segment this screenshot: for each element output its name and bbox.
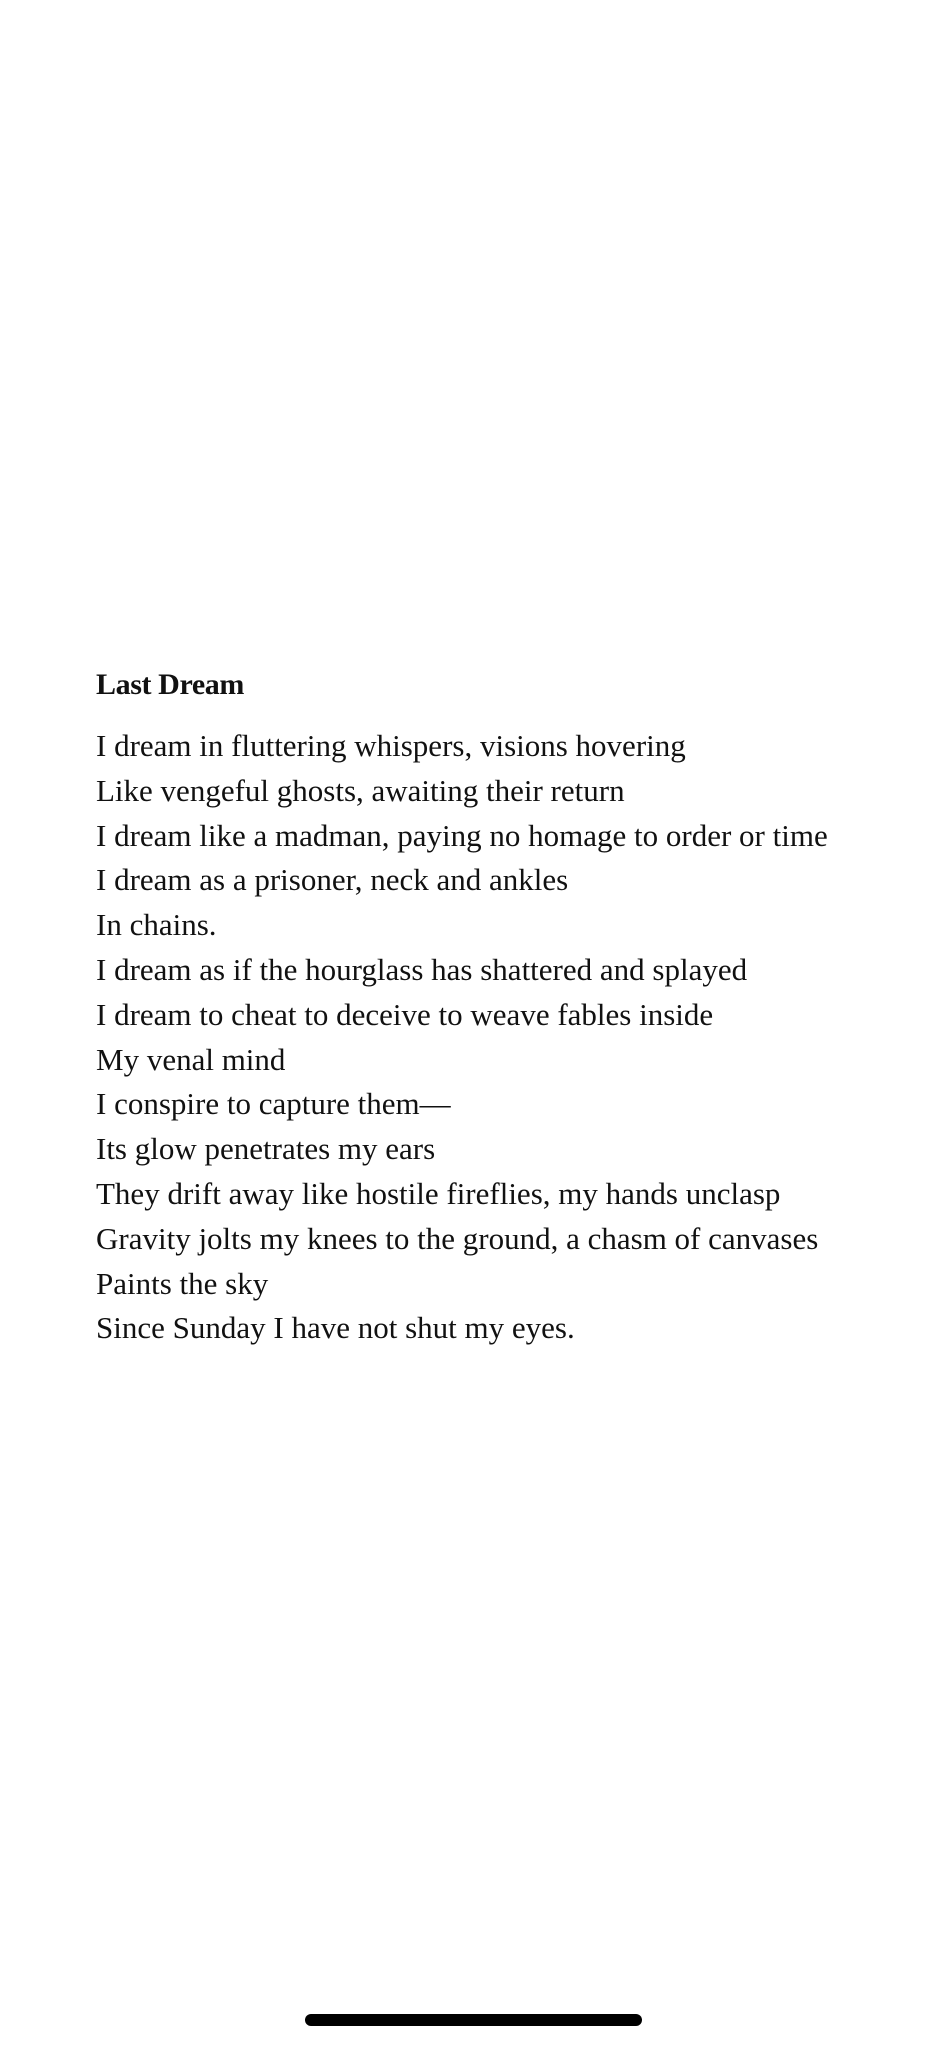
poem-line: I dream in fluttering whispers, visions hovering <box>96 728 686 763</box>
poem-line: Gravity jolts my knees to the ground, a chasm of canvases <box>96 1220 819 1256</box>
poem-line: I dream like a madman, paying no homage to order or time <box>96 817 828 853</box>
home-indicator[interactable] <box>305 2014 642 2026</box>
poem-line: In chains. <box>96 907 217 943</box>
poem-line: I dream as a prisoner, neck and ankles <box>96 862 569 898</box>
poem-body <box>96 724 926 1351</box>
poem-line: My venal mind <box>96 1041 286 1077</box>
poem-line: Its glow penetrates my ears <box>96 1131 436 1167</box>
poem-line: I dream as if the hourglass has shattered and splayed <box>96 951 748 987</box>
poem-line: Since Sunday I have not shut my eyes. <box>96 1310 575 1346</box>
poem-container <box>96 664 926 1351</box>
poem-title: Last Dream <box>96 668 244 701</box>
poem-line: Paints the sky <box>96 1265 269 1301</box>
poem-line: They drift away like hostile fireflies, my hands unclasp <box>96 1175 781 1211</box>
poem-line: Like vengeful ghosts, awaiting their return <box>96 772 625 808</box>
poem-line: I dream to cheat to deceive to weave fables inside <box>96 996 714 1032</box>
poem-line: I conspire to capture them— <box>96 1086 451 1122</box>
